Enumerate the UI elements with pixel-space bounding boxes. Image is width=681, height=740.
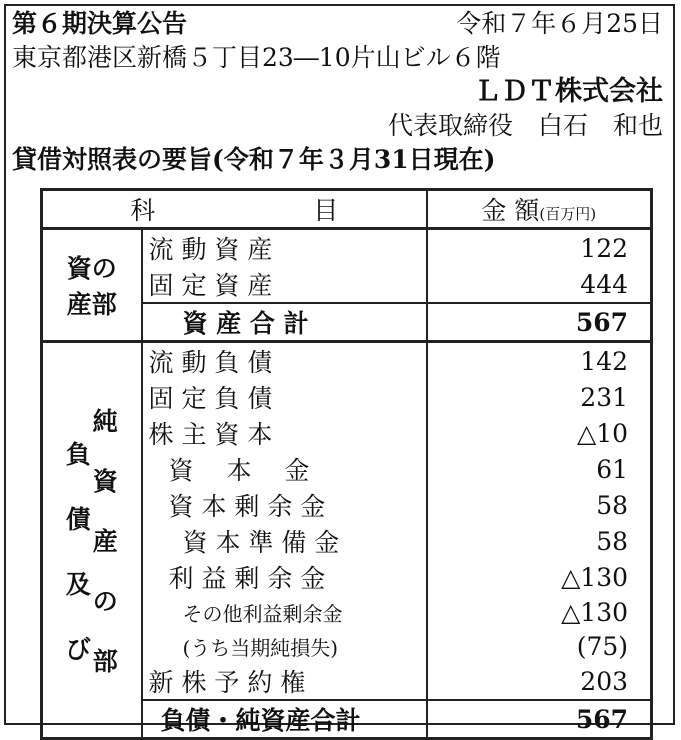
row-value: 444	[427, 266, 652, 303]
representative: 代表取締役 白石 和也	[387, 111, 663, 140]
row-label: 固 定 負 債	[148, 384, 273, 413]
notice-date: 令和７年６月25日	[456, 9, 663, 38]
row-label: その他利益剰余金	[182, 601, 343, 626]
assets-total-label: 資 産 合 計	[142, 303, 427, 342]
row-value: 122	[427, 229, 652, 267]
row-value: (75)	[427, 629, 652, 663]
company-name: ＬＤＴ株式会社	[474, 76, 663, 107]
row-value: 61	[427, 451, 652, 487]
statement-title: 貸借対照表の要旨(令和７年３月31日現在)	[12, 145, 496, 174]
column-header-unit: (百万円)	[539, 205, 597, 223]
liabilities-category-label: 負 債 及 び 純 資 産 の 部	[42, 342, 142, 739]
assets-total-value: 567	[427, 303, 652, 342]
column-header-amount: 金 額	[481, 196, 540, 225]
row-label: 新 株 予 約 権	[148, 668, 306, 697]
row-value: △10	[427, 415, 652, 451]
row-value: △130	[427, 559, 652, 595]
column-header-item-1: 科	[130, 196, 156, 225]
row-label: 利 益 剰 余 金	[168, 564, 326, 593]
row-label: 資 本 金	[168, 456, 310, 485]
column-header-item-2: 目	[313, 196, 339, 225]
liabilities-total-value: 567	[427, 700, 652, 739]
row-value: △130	[427, 595, 652, 629]
balance-sheet-table	[40, 188, 653, 740]
row-value: 231	[427, 379, 652, 415]
row-value: 203	[427, 663, 652, 700]
row-value: 58	[427, 487, 652, 523]
assets-category-label: 資の 産部	[42, 229, 142, 342]
row-label: 流 動 負 債	[142, 342, 427, 380]
table-row	[42, 229, 652, 267]
row-value: 142	[427, 342, 652, 380]
table-header-row	[42, 190, 652, 229]
table-row	[42, 342, 652, 380]
row-label: 株 主 資 本	[148, 420, 273, 449]
row-label: (うち当期純損失)	[182, 635, 339, 660]
notice-title: 第６期決算公告	[12, 9, 188, 38]
row-label: 流 動 資 産	[142, 229, 427, 267]
row-label: 固 定 資 産	[148, 271, 273, 300]
liabilities-total-label: 負債・純資産合計	[142, 700, 427, 739]
company-address: 東京都港区新橋５丁目23―10片山ビル６階	[12, 43, 501, 72]
row-label: 資 本 剰 余 金	[168, 492, 326, 521]
row-label: 資 本 準 備 金	[182, 528, 340, 557]
row-value: 58	[427, 523, 652, 559]
